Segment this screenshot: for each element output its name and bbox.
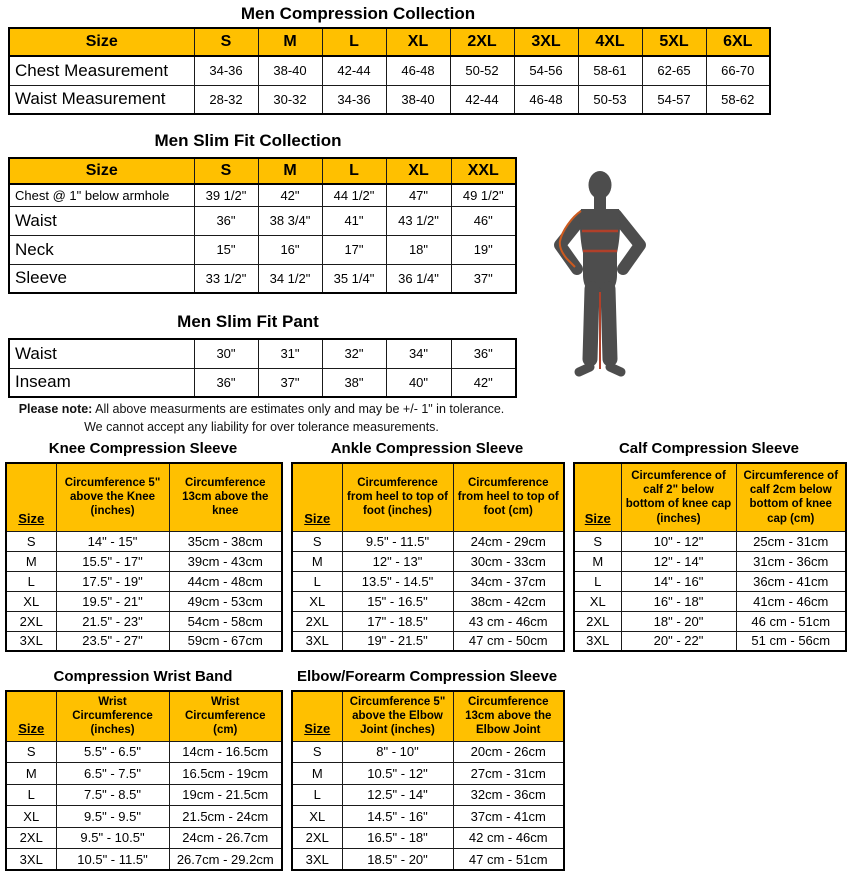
cell-value: 24cm - 29cm — [453, 531, 564, 551]
row-label: M — [6, 763, 56, 785]
cell-value: 14cm - 16.5cm — [169, 741, 282, 763]
row-label: S — [6, 531, 56, 551]
cell-value: 10.5" - 11.5" — [56, 849, 169, 871]
cell-value: 47 cm - 50cm — [453, 631, 564, 651]
table-row — [9, 264, 516, 293]
cell-value: 47 cm - 51cm — [453, 849, 564, 871]
cell-value: 49cm - 53cm — [169, 591, 282, 611]
row-label: M — [292, 763, 342, 785]
table-row — [292, 784, 564, 806]
cell-value: 37" — [451, 264, 516, 293]
cell-value: 21.5" - 23" — [56, 611, 169, 631]
column-header: Wrist Circumference (inches) — [56, 691, 169, 741]
row-label: 2XL — [6, 611, 56, 631]
cell-value: 38" — [322, 368, 386, 397]
cell-value: 10" - 12" — [621, 531, 736, 551]
cell-value: 40" — [386, 368, 451, 397]
cell-value: 66-70 — [706, 56, 770, 85]
cell-value: 38-40 — [258, 56, 322, 85]
row-label: XL — [574, 591, 621, 611]
table-row — [574, 611, 846, 631]
cell-value: 35cm - 38cm — [169, 531, 282, 551]
men-compression-title: Men Compression Collection — [240, 4, 476, 23]
size-column-header: Size — [6, 463, 56, 531]
cell-value: 18" — [386, 235, 451, 264]
row-label: S — [292, 531, 342, 551]
cell-value: 30cm - 33cm — [453, 551, 564, 571]
cell-value: 9.5" - 11.5" — [342, 531, 453, 551]
cell-value: 54-56 — [514, 56, 578, 85]
cell-value: 32cm - 36cm — [453, 784, 564, 806]
cell-value: 13.5" - 14.5" — [342, 571, 453, 591]
cell-value: 34-36 — [322, 85, 386, 114]
cell-value: 46-48 — [514, 85, 578, 114]
cell-value: 15" — [194, 235, 258, 264]
table-row — [292, 827, 564, 849]
cell-value: 32" — [322, 339, 386, 368]
row-label: L — [574, 571, 621, 591]
cell-value: 38cm - 42cm — [453, 591, 564, 611]
cell-value: 39cm - 43cm — [169, 551, 282, 571]
cell-value: 12" - 13" — [342, 551, 453, 571]
row-label: XL — [292, 591, 342, 611]
cell-value: 36" — [194, 368, 258, 397]
cell-value: 43 1/2" — [386, 206, 451, 235]
size-column-header: Size — [574, 463, 621, 531]
row-label: Neck — [9, 235, 194, 264]
table-row — [6, 827, 282, 849]
column-header: 3XL — [514, 28, 578, 56]
cell-value: 42-44 — [450, 85, 514, 114]
cell-value: 7.5" - 8.5" — [56, 784, 169, 806]
cell-value: 16" - 18" — [621, 591, 736, 611]
size-column-header: Size — [9, 158, 194, 184]
row-label: 3XL — [574, 631, 621, 651]
row-label: L — [6, 571, 56, 591]
slim-fit-title: Men Slim Fit Collection — [154, 131, 342, 150]
row-label: L — [292, 571, 342, 591]
cell-value: 20cm - 26cm — [453, 741, 564, 763]
table-row — [292, 631, 564, 651]
column-header: Circumference of calf 2" below bottom of knee cap (inches) — [621, 463, 736, 531]
cell-value: 16" — [258, 235, 322, 264]
table-row — [6, 741, 282, 763]
column-header: Circumference 13cm above the knee — [169, 463, 282, 531]
cell-value: 17" — [322, 235, 386, 264]
calf-sleeve-title: Calf Compression Sleeve — [618, 440, 800, 457]
row-label: S — [292, 741, 342, 763]
cell-value: 25cm - 31cm — [736, 531, 846, 551]
cell-value: 41cm - 46cm — [736, 591, 846, 611]
cell-value: 34 1/2" — [258, 264, 322, 293]
row-label: Sleeve — [9, 264, 194, 293]
cell-value: 9.5" - 9.5" — [56, 806, 169, 828]
cell-value: 46" — [451, 206, 516, 235]
row-label: Chest @ 1" below armhole — [9, 184, 194, 206]
row-label: 3XL — [6, 631, 56, 651]
table-row — [9, 206, 516, 235]
knee-sleeve-table — [5, 462, 283, 652]
cell-value: 24cm - 26.7cm — [169, 827, 282, 849]
cell-value: 6.5" - 7.5" — [56, 763, 169, 785]
tolerance-note — [8, 400, 515, 436]
table-row — [9, 235, 516, 264]
row-label: S — [6, 741, 56, 763]
cell-value: 43 cm - 46cm — [453, 611, 564, 631]
table-row — [292, 571, 564, 591]
row-label: M — [6, 551, 56, 571]
row-label: Inseam — [9, 368, 194, 397]
table-row — [6, 631, 282, 651]
cell-value: 54-57 — [642, 85, 706, 114]
cell-value: 30-32 — [258, 85, 322, 114]
column-header: Circumference from heel to top of foot (cm) — [453, 463, 564, 531]
row-label: Chest Measurement — [9, 56, 194, 85]
column-header: 2XL — [450, 28, 514, 56]
slim-fit-table — [8, 157, 517, 294]
cell-value: 30" — [194, 339, 258, 368]
cell-value: 19cm - 21.5cm — [169, 784, 282, 806]
table-row — [9, 368, 516, 397]
cell-value: 14" - 15" — [56, 531, 169, 551]
cell-value: 12" - 14" — [621, 551, 736, 571]
tolerance-note-text: All above measurments are estimates only and may be +/- 1" in tolerance. — [92, 402, 505, 416]
row-label: XL — [292, 806, 342, 828]
column-header: S — [194, 28, 258, 56]
cell-value: 26.7cm - 29.2cm — [169, 849, 282, 871]
cell-value: 19" - 21.5" — [342, 631, 453, 651]
column-header: S — [194, 158, 258, 184]
column-header: M — [258, 28, 322, 56]
cell-value: 20" - 22" — [621, 631, 736, 651]
table-row — [6, 531, 282, 551]
row-label: Waist — [9, 339, 194, 368]
cell-value: 17" - 18.5" — [342, 611, 453, 631]
please-note-label: Please note: — [18, 402, 93, 416]
cell-value: 36cm - 41cm — [736, 571, 846, 591]
column-header: Circumference 5" above the Knee (inches) — [56, 463, 169, 531]
cell-value: 34" — [386, 339, 451, 368]
column-header: L — [322, 158, 386, 184]
column-header: Circumference 5" above the Elbow Joint (inches) — [342, 691, 453, 741]
cell-value: 38 3/4" — [258, 206, 322, 235]
column-header: XL — [386, 28, 450, 56]
cell-value: 54cm - 58cm — [169, 611, 282, 631]
column-header: Circumference of calf 2cm below bottom of knee cap (cm) — [736, 463, 846, 531]
size-column-header: Size — [9, 28, 194, 56]
cell-value: 36" — [451, 339, 516, 368]
measurement-figure — [548, 163, 672, 407]
cell-value: 18" - 20" — [621, 611, 736, 631]
cell-value: 18.5" - 20" — [342, 849, 453, 871]
table-row — [6, 571, 282, 591]
row-label: 2XL — [292, 611, 342, 631]
column-header: Circumference 13cm above the Elbow Joint — [453, 691, 564, 741]
elbow-sleeve-title: Elbow/Forearm Compression Sleeve — [296, 668, 558, 685]
cell-value: 23.5" - 27" — [56, 631, 169, 651]
column-header: Circumference from heel to top of foot (inches) — [342, 463, 453, 531]
row-label: 3XL — [292, 849, 342, 871]
table-row — [9, 56, 770, 85]
cell-value: 42-44 — [322, 56, 386, 85]
cell-value: 36 1/4" — [386, 264, 451, 293]
cell-value: 42 cm - 46cm — [453, 827, 564, 849]
calf-sleeve-table — [573, 462, 847, 652]
cell-value: 31cm - 36cm — [736, 551, 846, 571]
cell-value: 33 1/2" — [194, 264, 258, 293]
cell-value: 50-53 — [578, 85, 642, 114]
slim-fit-pant-title: Men Slim Fit Pant — [177, 312, 319, 331]
cell-value: 42" — [258, 184, 322, 206]
cell-value: 47" — [386, 184, 451, 206]
row-label: XL — [6, 591, 56, 611]
row-label: M — [574, 551, 621, 571]
cell-value: 42" — [451, 368, 516, 397]
row-label: M — [292, 551, 342, 571]
table-row — [6, 591, 282, 611]
cell-value: 28-32 — [194, 85, 258, 114]
cell-value: 14" - 16" — [621, 571, 736, 591]
elbow-sleeve-table — [291, 690, 565, 871]
table-row — [6, 763, 282, 785]
cell-value: 14.5" - 16" — [342, 806, 453, 828]
row-label: Waist — [9, 206, 194, 235]
wrist-band-title: Compression Wrist Band — [53, 668, 233, 685]
cell-value: 59cm - 67cm — [169, 631, 282, 651]
cell-value: 8" - 10" — [342, 741, 453, 763]
row-label: L — [6, 784, 56, 806]
table-row — [292, 551, 564, 571]
row-label: 2XL — [292, 827, 342, 849]
cell-value: 15" - 16.5" — [342, 591, 453, 611]
cell-value: 34-36 — [194, 56, 258, 85]
cell-value: 9.5" - 10.5" — [56, 827, 169, 849]
cell-value: 36" — [194, 206, 258, 235]
row-label: 3XL — [6, 849, 56, 871]
table-row — [6, 611, 282, 631]
row-label: XL — [6, 806, 56, 828]
column-header: 6XL — [706, 28, 770, 56]
table-row — [292, 806, 564, 828]
column-header: XXL — [451, 158, 516, 184]
cell-value: 37cm - 41cm — [453, 806, 564, 828]
cell-value: 31" — [258, 339, 322, 368]
column-header: 5XL — [642, 28, 706, 56]
column-header: XL — [386, 158, 451, 184]
cell-value: 16.5cm - 19cm — [169, 763, 282, 785]
column-header: M — [258, 158, 322, 184]
row-label: 2XL — [6, 827, 56, 849]
table-row — [574, 551, 846, 571]
size-column-header: Size — [292, 463, 342, 531]
cell-value: 46 cm - 51cm — [736, 611, 846, 631]
slim-fit-pant-table — [8, 338, 517, 398]
men-compression-table — [8, 27, 771, 115]
cell-value: 49 1/2" — [451, 184, 516, 206]
table-row — [574, 631, 846, 651]
table-row — [292, 611, 564, 631]
cell-value: 10.5" - 12" — [342, 763, 453, 785]
cell-value: 46-48 — [386, 56, 450, 85]
table-row — [574, 531, 846, 551]
cell-value: 44 1/2" — [322, 184, 386, 206]
cell-value: 17.5" - 19" — [56, 571, 169, 591]
size-column-header: Size — [6, 691, 56, 741]
cell-value: 15.5" - 17" — [56, 551, 169, 571]
cell-value: 62-65 — [642, 56, 706, 85]
cell-value: 19" — [451, 235, 516, 264]
cell-value: 44cm - 48cm — [169, 571, 282, 591]
cell-value: 50-52 — [450, 56, 514, 85]
table-row — [6, 784, 282, 806]
cell-value: 41" — [322, 206, 386, 235]
man-silhouette-illustration — [548, 163, 672, 407]
row-label: 3XL — [292, 631, 342, 651]
table-row — [292, 849, 564, 871]
column-header: Wrist Circumference (cm) — [169, 691, 282, 741]
cell-value: 5.5" - 6.5" — [56, 741, 169, 763]
tolerance-note-line2: We cannot accept any liability for over tolerance measurements. — [84, 420, 439, 434]
wrist-band-table — [5, 690, 283, 871]
cell-value: 35 1/4" — [322, 264, 386, 293]
ankle-sleeve-title: Ankle Compression Sleeve — [330, 440, 524, 457]
table-row — [292, 591, 564, 611]
tolerance-note-line1 — [8, 400, 515, 418]
row-label: Waist Measurement — [9, 85, 194, 114]
cell-value: 39 1/2" — [194, 184, 258, 206]
table-row — [574, 591, 846, 611]
table-row — [6, 551, 282, 571]
table-row — [6, 849, 282, 871]
knee-sleeve-title: Knee Compression Sleeve — [48, 440, 238, 457]
cell-value: 19.5" - 21" — [56, 591, 169, 611]
table-row — [292, 763, 564, 785]
row-label: 2XL — [574, 611, 621, 631]
size-column-header: Size — [292, 691, 342, 741]
cell-value: 37" — [258, 368, 322, 397]
cell-value: 51 cm - 56cm — [736, 631, 846, 651]
cell-value: 38-40 — [386, 85, 450, 114]
table-row — [9, 184, 516, 206]
row-label: L — [292, 784, 342, 806]
table-row — [292, 531, 564, 551]
row-label: S — [574, 531, 621, 551]
table-row — [6, 806, 282, 828]
cell-value: 16.5" - 18" — [342, 827, 453, 849]
cell-value: 12.5" - 14" — [342, 784, 453, 806]
column-header: 4XL — [578, 28, 642, 56]
cell-value: 58-62 — [706, 85, 770, 114]
cell-value: 27cm - 31cm — [453, 763, 564, 785]
table-row — [292, 741, 564, 763]
cell-value: 34cm - 37cm — [453, 571, 564, 591]
table-row — [574, 571, 846, 591]
cell-value: 58-61 — [578, 56, 642, 85]
table-row — [9, 85, 770, 114]
cell-value: 21.5cm - 24cm — [169, 806, 282, 828]
table-row — [9, 339, 516, 368]
ankle-sleeve-table — [291, 462, 565, 652]
column-header: L — [322, 28, 386, 56]
